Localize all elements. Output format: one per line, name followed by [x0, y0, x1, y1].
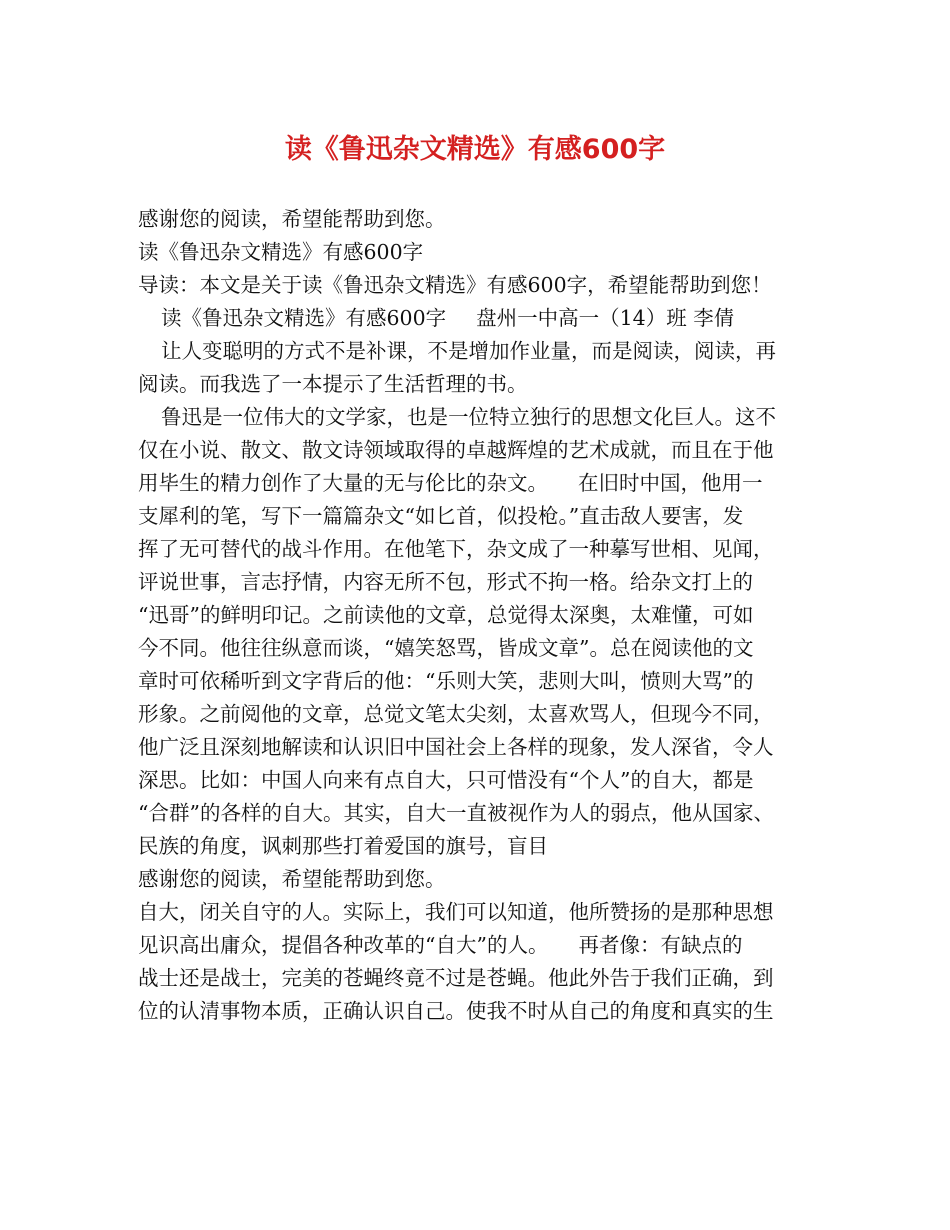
text-line [138, 302, 838, 335]
text-line: 导读：本文是关于读《鲁迅杂文精选》有感600字，希望能帮助到您！ [138, 273, 772, 297]
text-line: 感谢您的阅读，希望能帮助到您。 [138, 867, 446, 891]
text-line: 章时可依稀听到文字背后的他：“乐则大笑，悲则大叫，愤则大骂”的 [138, 669, 754, 693]
text-line: 用毕生的精力创作了大量的无与伦比的杂文。 在旧时中国，他用一 [138, 471, 763, 495]
text-line: 民族的角度，讽刺那些打着爱国的旗号，盲目 [138, 834, 548, 858]
text-line: 他广泛且深刻地解读和认识旧中国社会上各样的现象，发人深省，令人 [138, 735, 774, 759]
document-body [138, 203, 838, 1028]
text-line: 鲁迅是一位伟大的文学家，也是一位特立独行的思想文化巨人。这不 [161, 405, 776, 429]
text-line: 位的认清事物本质，正确认识自己。使我不时从自己的角度和真实的生 [138, 999, 774, 1023]
text-line: “合群”的各样的自大。其实，自大一直被视作为人的弱点，他从国家、 [138, 801, 774, 825]
text-line: 支犀利的笔，写下一篇篇杂文“如匕首，似投枪。”直击敌人要害，发 [138, 504, 744, 528]
text-line: “迅哥”的鲜明印记。之前读他的文章，总觉得太深奥，太难懂，可如 [138, 603, 754, 627]
text-line: 见识高出庸众，提倡各种改革的“自大”的人。 再者像：有缺点的 [138, 933, 743, 957]
text-line: 阅读。而我选了一本提示了生活哲理的书。 [138, 372, 528, 396]
heading-subtitle: 读《鲁迅杂文精选》有感600字 [161, 306, 447, 330]
text-line: 深思。比如：中国人向来有点自大，只可惜没有“个人”的自大，都是 [138, 768, 754, 792]
text-line: 自大，闭关自守的人。实际上，我们可以知道，他所赞扬的是那种思想 [138, 900, 774, 924]
author-line: 盘州一中高一（14）班 李倩 [476, 306, 735, 330]
document-title: 读《鲁迅杂文精选》有感600字 [284, 134, 666, 165]
text-line: 挥了无可替代的战斗作用。在他笔下，杂文成了一种摹写世相、见闻， [138, 537, 774, 561]
text-line: 感谢您的阅读，希望能帮助到您。 [138, 207, 446, 231]
text-line: 读《鲁迅杂文精选》有感600字 [138, 240, 424, 264]
text-line: 形象。之前阅他的文章，总觉文笔太尖刻，太喜欢骂人，但现今不同， [138, 702, 774, 726]
text-line: 战士还是战士，完美的苍蝇终竟不过是苍蝇。他此外告于我们正确，到 [138, 966, 774, 990]
text-line: 今不同。他往往纵意而谈，“嬉笑怒骂，皆成文章”。总在阅读他的文 [138, 636, 754, 660]
text-line: 让人变聪明的方式不是补课，不是增加作业量，而是阅读，阅读，再 [161, 339, 776, 363]
text-line: 评说世事，言志抒情，内容无所不包，形式不拘一格。给杂文打上的 [138, 570, 753, 594]
text-line: 仅在小说、散文、散文诗领域取得的卓越辉煌的艺术成就，而且在于他 [138, 438, 774, 462]
